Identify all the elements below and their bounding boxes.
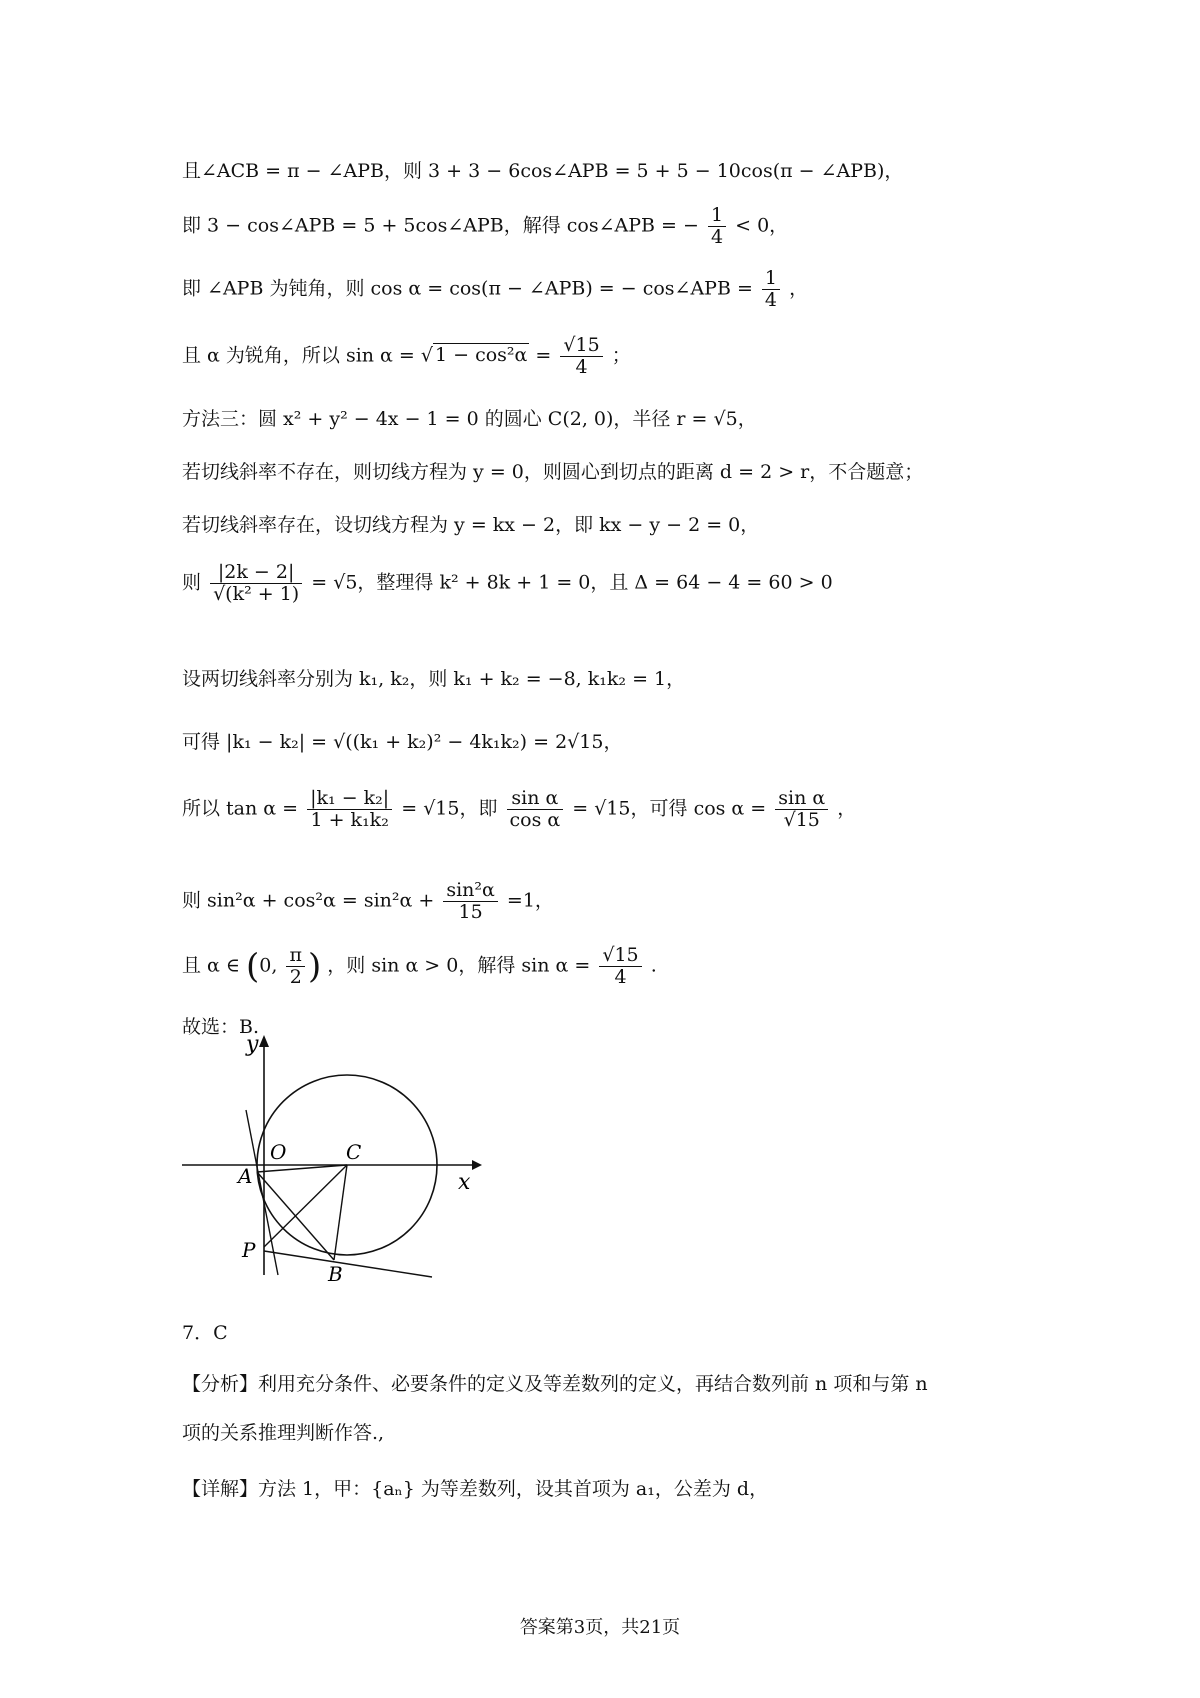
label-p: P	[242, 1238, 256, 1262]
line-2-text: 即 3 − cos∠APB = 5 + 5cos∠APB，解得 cos∠APB = −	[182, 214, 699, 237]
fraction-sqrt15-over-4: $\frac{√15}{4}$	[560, 335, 602, 378]
line-18: 【详解】方法 1，甲：{aₙ} 为等差数列，设其首项为 a₁，公差为 d，	[182, 1478, 769, 1500]
line-6: 若切线斜率不存在，则切线方程为 y = 0，则圆心到切点的距离 d = 2 > r，不合题意；	[182, 461, 924, 483]
label-x: x	[458, 1170, 471, 1195]
line-2-tail: < 0，	[735, 214, 789, 237]
label-y: y	[246, 1035, 259, 1057]
label-b: B	[328, 1262, 343, 1285]
line-3-text: 即 ∠APB 为钝角，则 cos α = cos(π − ∠APB) = − cos∠APB =	[182, 277, 753, 300]
fraction-distance: $\frac{|2k - 2|}{\text{√(k² + 1)}}$	[210, 562, 302, 605]
line-4: 且 α 为锐角，所以 sin α = √ 1 − cos²α = $\frac{√15}{4}$ ；	[182, 334, 631, 378]
line-7: 若切线斜率存在，设切线方程为 y = kx − 2，即 kx − y − 2 = 0，	[182, 514, 760, 536]
label-a: A	[238, 1164, 253, 1188]
segment-ab	[257, 1172, 334, 1260]
page-footer: 答案第3页，共21页	[519, 1617, 681, 1638]
sqrt-expression: 1 − cos²α	[435, 344, 528, 367]
fraction-sin-over-cos: $\frac{\text{sin α}}{\text{cos α}}$	[507, 788, 564, 831]
line-16: 【分析】利用充分条件、必要条件的定义及等差数列的定义，再结合数列前 n 项和与第 n	[182, 1373, 928, 1395]
x-axis-arrow	[472, 1160, 482, 1170]
line-10: 可得 |k₁ − k₂| = √((k₁ + k₂)² − 4k₁k₂) = 2√15，	[182, 731, 623, 753]
fraction-pi-over-2: $\frac{\pi}{2}$	[286, 945, 305, 988]
label-o: O	[270, 1140, 287, 1164]
fraction-sqrt15-over-4-2: $\frac{√15}{4}$	[599, 945, 641, 988]
line-9: 设两切线斜率分别为 k₁, k₂，则 k₁ + k₂ = −8, k₁k₂ = 1，	[182, 668, 686, 690]
fraction-sin2-over-15: $\frac{\text{sin²α}}{15}$	[443, 880, 498, 923]
line-11: 所以 tan α = $\frac{\text{|k₁ − k₂|}}{\text{1 + k₁k₂}}$ = √15，即 $\frac{\text{sin α}}{\text{cos α}}$ = √15，可得 cos α = $\frac{\text{sin α}}{√15}$ ，	[182, 787, 857, 831]
line-5: 方法三：圆 x² + y² − 4x − 1 = 0 的圆心 C(2, 0)，半径 r = √5，	[182, 408, 757, 430]
line-17: 项的关系推理判断作答.,	[182, 1422, 385, 1444]
fraction-one-quarter-2: $\frac{1}{4}$	[762, 268, 780, 311]
line-8: 则 $\frac{|2k - 2|}{\text{√(k² + 1)}}$ = √5，整理得 k² + 8k + 1 = 0，且 Δ = 64 − 4 = 60 > 0	[182, 561, 833, 605]
line-14: 故选：B.	[182, 1016, 260, 1038]
y-axis-arrow	[259, 1035, 269, 1047]
fraction-one-quarter: $\frac{1}{4}$	[708, 205, 726, 248]
label-c: C	[346, 1140, 362, 1164]
segment-cb	[334, 1165, 347, 1260]
fraction-tan: $\frac{\text{|k₁ − k₂|}}{\text{1 + k₁k₂}}$	[307, 788, 392, 831]
line-15: 7．C	[182, 1322, 228, 1344]
line-13: 且 α ∈ (0, $\frac{\pi}{2}$ ) ，则 sin α > 0，解得 sin α = $\frac{√15}{4}$ .	[182, 944, 657, 988]
segment-cp	[264, 1165, 347, 1247]
line-1: 且∠ACB = π − ∠APB，则 3 + 3 − 6cos∠APB = 5 + 5 − 10cos(π − ∠APB)，	[182, 160, 904, 182]
line-2	[182, 205, 788, 248]
fraction-sin-over-sqrt15: $\frac{\text{sin α}}{√15}$	[775, 788, 828, 831]
line-12: 则 sin²α + cos²α = sin²α + $\frac{\text{sin²α}}{15}$ =1，	[182, 879, 554, 923]
segment-ca	[257, 1165, 347, 1172]
geometry-figure	[182, 1035, 482, 1285]
line-3: 即 ∠APB 为钝角，则 cos α = cos(π − ∠APB) = − cos∠APB = $\frac{1}{4}$ ，	[182, 267, 809, 311]
